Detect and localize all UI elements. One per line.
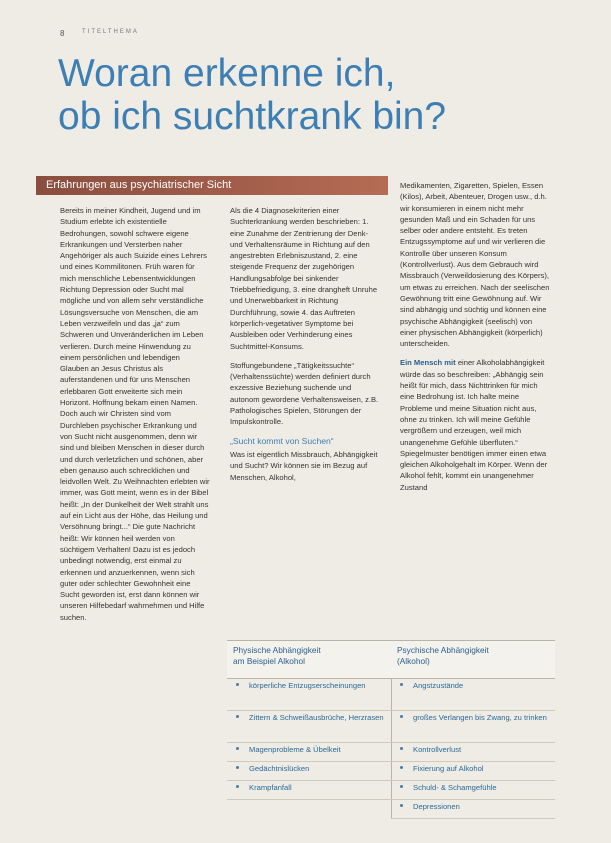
- table-row: [227, 781, 391, 800]
- table-row: [391, 679, 555, 711]
- table-row: [227, 762, 391, 781]
- table-cell: körperliche Entzugserscheinungen: [249, 681, 366, 690]
- table-cell: Kontrollverlust: [413, 745, 462, 754]
- col1-paragraph-1: Bereits in meiner Kindheit, Jugend und im Studium erlebte ich existentielle Bedrohungen, sowohl schwere eigene Erkrankungen und Versterben naher Angehöriger als auch Suizide eines Lehrers und eines Kommilitonen. Früh waren für mich menschliche Lebensentwicklungen Richtung Depression oder Sucht mal mögliche und von allem sehr verständliche Lösungsversuche von Menschen, die am Leben verzweifeln und das „ja“ zum Schweren und Unveränderlichen im Leben verlieren. Durch meine Hinwendung zu einem persönlichen und lebendigen Glauben an Jesus Christus als auferstandenen und für uns Menschen erlebbaren Gott erweiterte sich mein Horizont. Hoffnung bekam einen Namen. Doch auch wir Christen sind vom Durchleben psychischer Erkrankung und von Sucht nicht ausgenommen, denn wir sind und bleiben Menschen in dieser durch und durch verletzlichen und schönen, aber eben genauso auch schrecklichen und leidvollen Welt. Zu Weihnachten erlebten wir immer, was Gott meint, wenn es in der Bibel heißt: „In der Dunkelheit der Welt strahlt uns auf ein Licht aus der Höhe, das Heilung und Versöhnung bringt...“ Die gute Nachricht heißt: Wir können heil werden von süchtigem Verhalten! Dazu ist es jedoch unbedingt notwendig, erst einmal zu erkennen und anzuerkennen, wenn sich guter oder schlechter Gewohnheit eine Sucht geworden ist, erst dann können wir unseren Hilfebedarf wahrnehmen und Hilfe suchen.: [60, 206, 210, 622]
- bullet-icon: [400, 766, 403, 769]
- col3-paragraph-2: [400, 357, 550, 493]
- table-cell: Zittern & Schweißausbrüche, Herzrasen: [249, 713, 384, 722]
- col2-question: Was ist eigentlich Missbrauch, Abhängigkeit und Sucht? Wir können sie im Bezug auf Menschen, Alkohol,: [230, 449, 378, 482]
- col2-paragraph-2: Stoffungebundene „Tätigkeitssuchte“ (Verhaltenssüchte) werden definiert durch exzessive Beziehung suchende und autonom gewordene Verhaltensweisen, z.B. Pathologisches Spielen, Störungen der Impulskontrolle.: [230, 360, 379, 427]
- psychological-dependency-column: [391, 641, 555, 819]
- col2-paragraph-1: Als die 4 Diagnosekriterien einer Suchterkrankung werden beschrieben: 1. eine Zunahme der Zentrierung der Denk- und Verhaltensräume in Richtung auf den angestrebten Erlebniszustand, 2. eine steigende Frequenz der zugehörigen Handlungsabfolge bei sinkender Triebbefriedigung, 3. eine drangheft Unruhe und Unerwebbarkeit in Richtung Durchführung, sowie 4. das Auftreten körperlich-vegetativer Symptome bei Ausbleiben oder Verhinderung eines Suchtmittel-Konsums.: [230, 206, 378, 351]
- physical-dependency-header: [227, 641, 391, 679]
- headline: [58, 52, 558, 138]
- table-cell: großes Verlangen bis Zwang, zu trinken: [413, 713, 547, 722]
- table-row: [227, 711, 391, 743]
- psychological-header-line-1: Psychische Abhängigkeit: [397, 645, 489, 655]
- psychological-header-line-2: (Alkohol): [397, 655, 430, 666]
- table-row: [391, 711, 555, 743]
- bullet-icon: [236, 715, 239, 718]
- dependency-table: [227, 640, 555, 819]
- bullet-icon: [400, 747, 403, 750]
- table-cell: Depressionen: [413, 802, 460, 811]
- page-number: 8: [60, 29, 66, 38]
- physical-header-line-2: am Beispiel Alkohol: [233, 655, 305, 666]
- table-row: [391, 800, 555, 819]
- physical-header-line-1: Physische Abhängigkeit: [233, 645, 321, 655]
- bullet-icon: [400, 683, 403, 686]
- headline-line-2: ob ich suchtkrank bin?: [58, 95, 447, 138]
- bullet-icon: [400, 804, 403, 807]
- psychological-dependency-header: [391, 641, 555, 679]
- rubric-label: TITELTHEMA: [82, 29, 139, 35]
- table-cell: Fixierung auf Alkohol: [413, 764, 484, 773]
- article-column-1: [60, 205, 210, 631]
- bullet-icon: [236, 683, 239, 686]
- table-cell: Angstzustände: [413, 681, 464, 690]
- bullet-icon: [236, 766, 239, 769]
- table-row: [391, 781, 555, 800]
- bullet-icon: [236, 747, 239, 750]
- col3-lead-in: Ein Mensch mit: [400, 358, 456, 368]
- article-column-3: [400, 180, 550, 501]
- table-cell: Gedächtnislücken: [249, 764, 310, 773]
- section-label: Erfahrungen aus psychiatrischer Sicht: [46, 179, 232, 191]
- table-row: [227, 679, 391, 711]
- table-row: [391, 743, 555, 762]
- bullet-icon: [236, 785, 239, 788]
- table-cell: Krampfanfall: [249, 783, 292, 792]
- headline-line-1: Woran erkenne ich,: [58, 52, 396, 95]
- col3-paragraph-1: Medikamenten, Zigaretten, Spielen, Essen (Kilos), Arbeit, Abenteuer, Drogen usw., d.h. wir konsumieren in einem nicht mehr gesunden Maß und ein Schaden für uns selber oder andere entsteht. Es treten Entzugssymptome auf und wir verlieren die Kontrolle über unseren Konsum (Kontrollverlust). Aus dem Gebrauch wird Missbrauch (Verweildosierung des Körpers), um etwas zu erreichen. Nach der seelischen Gewöhnung tritt eine Gewöhnung auf. Wir sind abhängig und süchtig und können eine psychische Abhängigkeit (seelisch) von einer physischen Abhängigkeit (körperlich) unterscheiden.: [400, 181, 550, 349]
- article-column-2: [230, 205, 380, 491]
- physical-dependency-column: [227, 641, 392, 819]
- table-row: [227, 743, 391, 762]
- table-row: [391, 762, 555, 781]
- bullet-icon: [400, 785, 403, 788]
- col2-subhead: „Sucht kommt von Suchen“: [230, 435, 334, 446]
- col3-paragraph-2-text: einer Alkoholabhängigkeit würde das so beschreiben: „Abhängig sein heißt für mich, dass Nichttrinken für mich eine Bedrohung ist. Ich halte meine Probleme und meine Situation nicht aus, ohne zu trinken. Ich will meine Gefühle vergrößern und erzeugen, weil mich unangenehme Gefühle überfluten.“ Spiegelmuster benötigen immer einen etwa gleichen Alkoholgehalt im Körper. Wenn der Alkohol fehlt, kommt ein unangenehmer Zustand: [400, 358, 548, 492]
- table-cell: Schuld- & Schamgefühle: [413, 783, 497, 792]
- section-band: [36, 176, 388, 195]
- table-cell: Magenprobleme & Übelkeit: [249, 745, 341, 754]
- bullet-icon: [400, 715, 403, 718]
